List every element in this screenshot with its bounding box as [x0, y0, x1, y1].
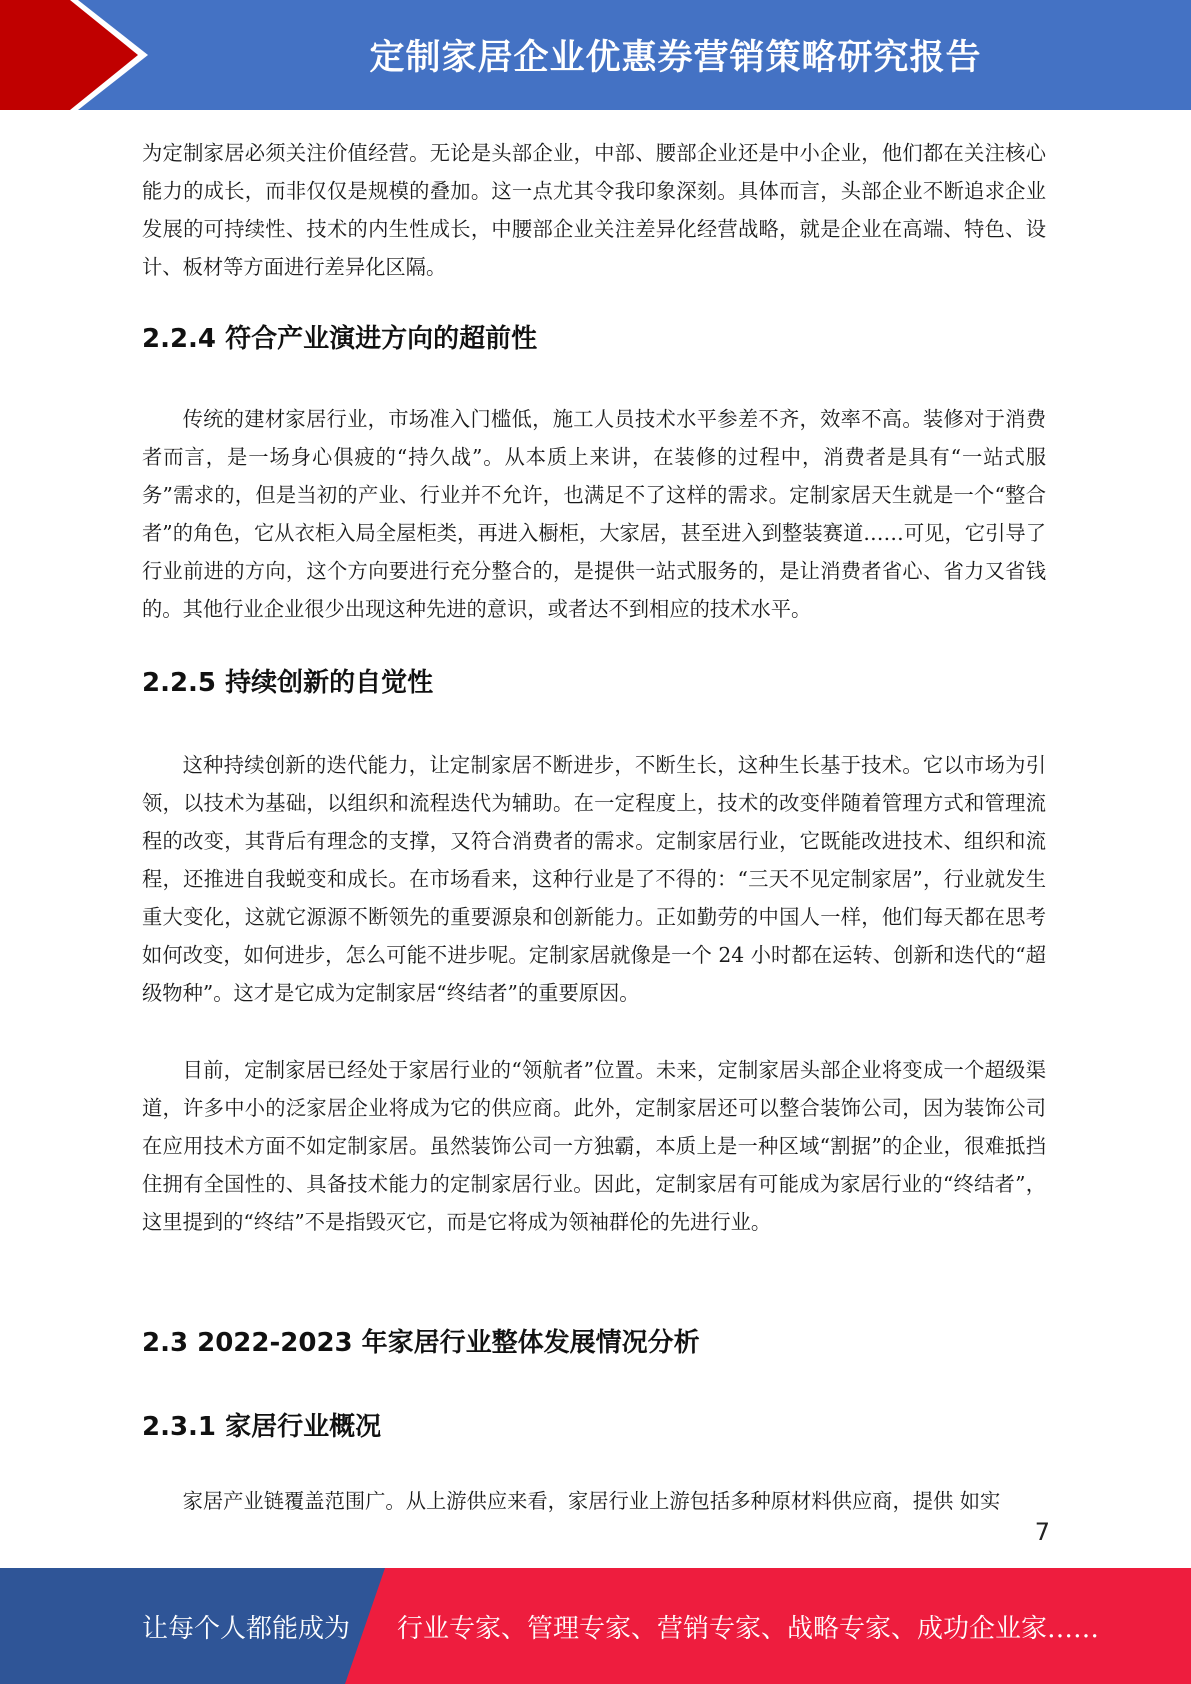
- paragraph-2-2-5-b: 目前，定制家居已经处于家居行业的“领航者”位置。未来，定制家居头部企业将变成一个超级渠道，许多中小的泛家居企业将成为它的供应商。此外，定制家居还可以整合装饰公司，因为装饰公司在应用技术方面不如定制家居。虽然装饰公司一方独霸，本质上是一种区域“割据”的企业，很难抵挡住拥有全国性的、具备技术能力的定制家居行业。因此，定制家居有可能成为家居行业的“终结者”，这里提到的“终结”不是指毁灭它，而是它将成为领袖群伦的先进行业。: [142, 1058, 1046, 1234]
- heading-2-2-4: 2.2.4 符合产业演进方向的超前性: [142, 324, 538, 354]
- page-number: 7: [1034, 1518, 1050, 1546]
- page-header: [0, 0, 1191, 110]
- heading-2-3: 2.3 2022-2023 年家居行业整体发展情况分析: [142, 1328, 700, 1358]
- report-title: 定制家居企业优惠券营销策略研究报告: [369, 38, 982, 78]
- header-chevron-icon: [0, 0, 160, 110]
- paragraph-2-3-1: 家居产业链覆盖范围广。从上游供应来看，家居行业上游包括多种原材料供应商，提供 如实: [182, 1489, 1001, 1513]
- paragraph-intro: 为定制家居必须关注价值经营。无论是头部企业，中部、腰部企业还是中小企业，他们都在关注核心能力的成长，而非仅仅是规模的叠加。这一点尤其令我印象深刻。具体而言，头部企业不断追求企业发展的可持续性、技术的内生性成长，中腰部企业关注差异化经营战略，就是企业在高端、特色、设计、板材等方面进行差异化区隔。: [142, 141, 1046, 279]
- page-footer: [0, 1568, 1191, 1684]
- heading-2-3-1: 2.3.1 家居行业概况: [142, 1412, 382, 1442]
- paragraph-2-2-5-a: 这种持续创新的迭代能力，让定制家居不断进步，不断生长，这种生长基于技术。它以市场为引领，以技术为基础，以组织和流程迭代为辅助。在一定程度上，技术的改变伴随着管理方式和管理流程的改变，其背后有理念的支撑，又符合消费者的需求。定制家居行业，它既能改进技术、组织和流程，还推进自我蜕变和成长。在市场看来，这种行业是了不得的：“三天不见定制家居”，行业就发生重大变化，这就它源源不断领先的重要源泉和创新能力。正如勤劳的中国人一样，他们每天都在思考如何改变，如何进步，怎么可能不进步呢。定制家居就像是一个 24 小时都在运转、创新和迭代的“超级物种”。这才是它成为定制家居“终结者”的重要原因。: [142, 753, 1046, 1005]
- paragraph-2-2-4: 传统的建材家居行业，市场准入门槛低，施工人员技术水平参差不齐，效率不高。装修对于消费者而言，是一场身心俱疲的“持久战”。从本质上来讲，在装修的过程中，消费者是具有“一站式服务”需求的，但是当初的产业、行业并不允许，也满足不了这样的需求。定制家居天生就是一个“整合者”的角色，它从衣柜入局全屋柜类，再进入橱柜，大家居，甚至进入到整装赛道……可见，它引导了行业前进的方向，这个方向要进行充分整合的，是提供一站式服务的，是让消费者省心、省力又省钱的。其他行业企业很少出现这种先进的意识，或者达不到相应的技术水平。: [142, 407, 1046, 621]
- heading-2-2-5: 2.2.5 持续创新的自觉性: [142, 668, 434, 698]
- footer-slogan-left: 让每个人都能成为: [142, 1613, 351, 1644]
- footer-slogan-right: 行业专家、管理专家、营销专家、战略专家、成功企业家……: [397, 1613, 1100, 1644]
